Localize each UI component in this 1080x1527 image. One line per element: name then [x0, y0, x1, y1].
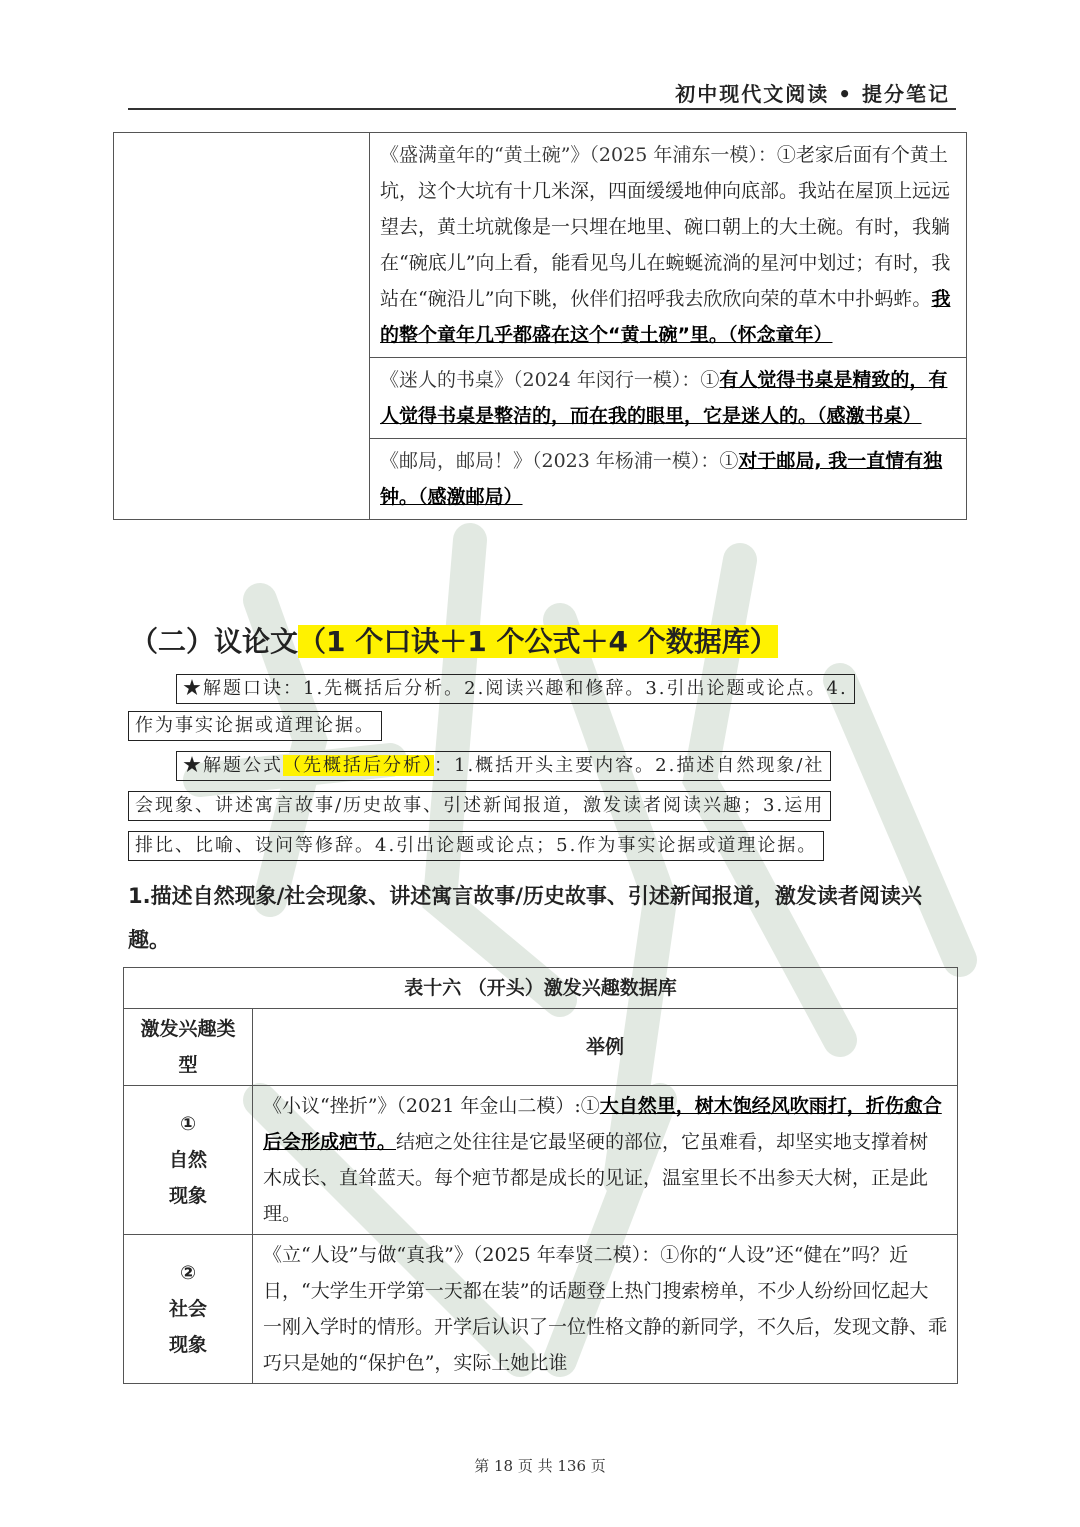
- example-number: ①: [719, 450, 739, 472]
- table-row: [114, 133, 967, 358]
- formula-label: ★解题公式: [183, 755, 283, 776]
- example-cell: [253, 1235, 958, 1384]
- header-title: 初中现代文阅读 • 提分笔记: [675, 82, 950, 106]
- example-source: 《盛满童年的“黄土碗”》（2025 年浦东一模）：: [380, 144, 777, 166]
- subheading: 1.描述自然现象/社会现象、讲述寓言故事/历史故事、引述新闻报道，激发读者阅读兴趣。: [128, 884, 922, 952]
- table-row: [124, 1235, 958, 1384]
- example-key-sentence: 大自然里，树木饱经风吹雨打，折伤愈合后会形成疤节。: [263, 1095, 942, 1153]
- table-row: [124, 1086, 958, 1235]
- interest-database-table: [123, 967, 958, 1384]
- column-header-type: 激发兴趣类型: [124, 1009, 253, 1086]
- example-source: 《邮局，邮局！》（2023 年杨浦一模）：: [380, 450, 720, 472]
- section-title-highlight: （1 个口诀＋1 个公式＋4 个数据库）: [298, 625, 778, 658]
- example-cell: [253, 1086, 958, 1235]
- example-number: ①: [700, 369, 720, 391]
- example-number: ①: [580, 1095, 600, 1117]
- example-cell: [370, 358, 967, 439]
- example-number: ①: [660, 1244, 680, 1266]
- example-number: ①: [776, 144, 796, 166]
- type-number: ①: [179, 1113, 197, 1135]
- example-key-sentence: 我的整个童年几乎都盛在这个“黄土碗”里。（怀念童年）: [380, 288, 951, 346]
- tip-line-1: ★解题口诀：1.先概括后分析。2.阅读兴趣和修辞。3.引出论题或论点。4.: [176, 674, 855, 704]
- example-source: 《立“人设”与做“真我”》（2025 年奉贤二模）：: [263, 1244, 661, 1266]
- type-name: 自然现象: [168, 1149, 207, 1207]
- table-header-row: [124, 1009, 958, 1086]
- tip-line-3: [176, 751, 831, 781]
- blank-cell: [114, 133, 370, 520]
- example-cell: [370, 133, 967, 358]
- page-footer: 第 18 页 共 136 页: [474, 1457, 606, 1475]
- example-source: 《迷人的书桌》（2024 年闵行一模）：: [380, 369, 701, 391]
- example-key-sentence: 有人觉得书桌是精致的，有人觉得书桌是整洁的，而在我的眼里，它是迷人的。（感激书桌）: [380, 369, 948, 427]
- section-title: [130, 620, 778, 660]
- example-table-narrative: [113, 132, 967, 520]
- tip-line-5: 排比、比喻、设问等修辞。4.引出论题或论点；5.作为事实论据或道理论据。: [128, 831, 824, 861]
- example-cell: [370, 439, 967, 520]
- page-header: [128, 78, 956, 110]
- type-number: ②: [179, 1262, 197, 1284]
- section-title-prefix: （二）议论文: [130, 625, 299, 658]
- example-text: 你的“人设”还“健在”吗？近日，“大学生开学第一天都在装”的话题登上热门搜索榜单，不少人纷纷回忆起大一刚入学时的情形。开学后认识了一位性格文静的新同学，不久后，发现文静、乖巧只是她的“保护色”，实际上她比谁: [263, 1244, 948, 1374]
- example-text: 老家后面有个黄土坑，这个大坑有十几米深，四面缓缓地伸向底部。我站在屋顶上远远望去，黄土坑就像是一只埋在地里、碗口朝上的大土碗。有时，我躺在“碗底儿”向上看，能看见鸟儿在蜿蜒流淌的星河中划过；有时，我站在“碗沿儿”向下眺，伙伴们招呼我去欣欣向荣的草木中扑蚂蚱。: [380, 144, 951, 310]
- example-text: 结疤之处往往是它最坚硬的部位，它虽难看，却坚实地支撑着树木成长、直耸蓝天。每个疤节都是成长的见证，温室里长不出参天大树，正是此理。: [263, 1131, 929, 1225]
- example-source: 《小议“挫折”》（2021 年金山二模）:: [263, 1095, 581, 1117]
- type-name: 社会现象: [168, 1298, 207, 1356]
- table-caption: 表十六 （开头）激发兴趣数据库: [124, 968, 958, 1009]
- example-key-sentence: 对于邮局, 我一直情有独钟。（感激邮局）: [380, 450, 943, 508]
- formula-highlight: （先概括后分析）: [283, 755, 434, 776]
- tip-line-4: 会现象、讲述寓言故事/历史故事、引述新闻报道，激发读者阅读兴趣；3.运用: [128, 791, 831, 821]
- table-caption-row: [124, 968, 958, 1009]
- type-cell: [124, 1086, 253, 1235]
- formula-text: ：1.概括开头主要内容。2.描述自然现象/社: [434, 755, 825, 776]
- tip-line-2: 作为事实论据或道理论据。: [128, 711, 382, 741]
- type-cell: [124, 1235, 253, 1384]
- column-header-example: 举例: [253, 1009, 958, 1086]
